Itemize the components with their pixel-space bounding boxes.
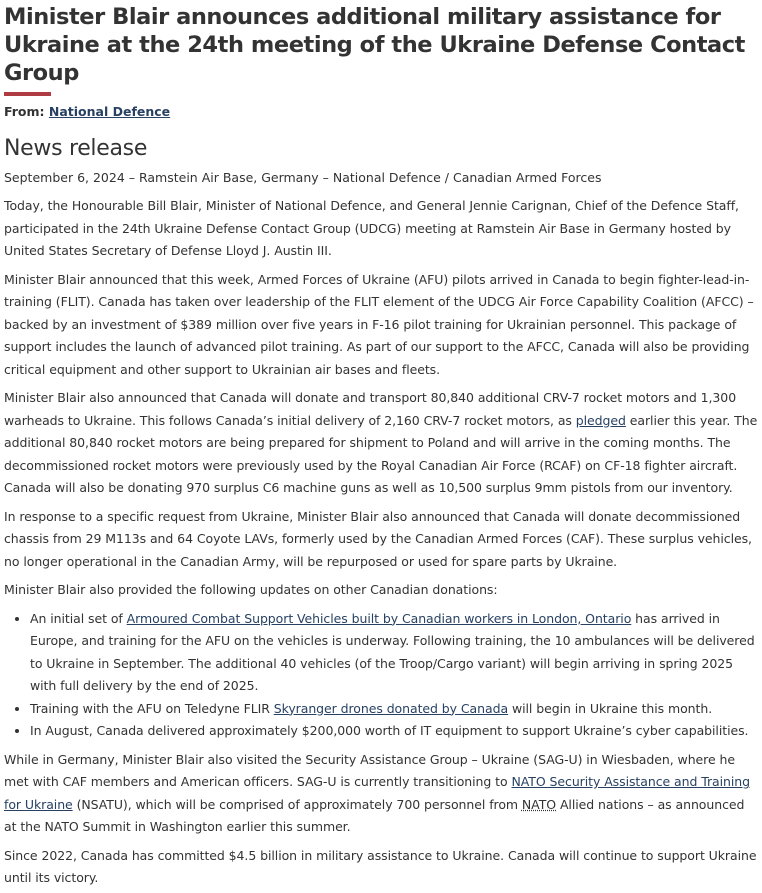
- paragraph-text: earlier this year. The additional 80,840 rocket motors are being prepared for shipment to Poland and will arrive in the coming months. The decommissioned rocket motors were previously used by the Royal Canadian Air Force (RCAF) on CF-18 fighter aircraft. Canada will also be donating 970 surplus C6 machine guns as well as 10,500 surplus 9mm pistols from our inventory.: [4, 412, 758, 495]
- armoured-vehicles-link[interactable]: Armoured Combat Support Vehicles built by Canadian workers in London, Ontario: [126, 610, 632, 626]
- from-label: From:: [4, 104, 45, 119]
- paragraph-rocket-motors: [4, 387, 758, 500]
- skyranger-drones-link[interactable]: Skyranger drones donated by Canada: [273, 700, 509, 716]
- paragraph-updates-intro: Minister Blair also provided the following updates on other Canadian donations:: [4, 582, 498, 597]
- from-line: [4, 103, 758, 120]
- nato-abbreviation[interactable]: NATO: [521, 796, 557, 812]
- nsatu-link[interactable]: NATO Security Assistance and Training for Ukraine: [4, 774, 750, 812]
- paragraph-text: Allied nations – as announced at the NATO Summit in Washington earlier this summer.: [4, 796, 745, 834]
- paragraph-intro: Today, the Honourable Bill Blair, Minister of National Defence, and General Jennie Carignan, Chief of the Defence Staff, participated in the 24th Ukraine Defense Contact Group (UDCG) meeting at Ramstein Air Base in Germany hosted by United States Secretary of Defense Lloyd J. Austin III.: [4, 198, 739, 258]
- paragraph-text: (NSATU), which will be comprised of approximately 700 personnel from: [72, 796, 522, 812]
- paragraph-pilot-training: Minister Blair announced that this week, Armed Forces of Ukraine (AFU) pilots arrived in Canada to begin fighter-lead-in-training (FLIT). Canada has taken over leadership of the FLIT element of the UDCG Air Force Capability Coalition (AFCC) – backed by an investment of $389 million over five years in F-16 pilot training for Ukrainian personnel. This package of support includes the launch of advanced pilot training. As part of our support to the AFCC, Canada will also be providing critical equipment and other support to Ukrainian air bases and fleets.: [4, 271, 754, 377]
- list-item: [30, 608, 758, 698]
- donation-updates-list: [4, 608, 758, 743]
- paragraph-text: While in Germany, Minister Blair also visited the Security Assistance Group – Ukraine (SAG-U) in Wiesbaden, where he met with CAF members and American officers. SAG-U is currently transitioning to: [4, 751, 735, 789]
- list-item: • In August, Canada delivered approximately $200,000 worth of IT equipment to support Ukraine’s cyber capabilities.: [30, 720, 758, 743]
- list-item: [30, 698, 758, 721]
- page-title: Minister Blair announces additional military assistance for Ukraine at the 24th meeting of the Ukraine Defense Contact Group: [4, 4, 745, 86]
- paragraph-sag-u-visit: [4, 749, 758, 839]
- dateline: September 6, 2024 – Ramstein Air Base, Germany – National Defence / Canadian Armed Forces: [4, 170, 602, 185]
- list-item-text: An initial set of: [30, 610, 127, 626]
- national-defence-link[interactable]: National Defence: [48, 104, 171, 119]
- list-item-text: Training with the AFU on Teledyne FLIR: [30, 700, 274, 716]
- pledged-link[interactable]: pledged: [575, 412, 626, 428]
- list-item-text: will begin in Ukraine this month.: [508, 700, 713, 716]
- section-title: News release: [4, 136, 148, 161]
- list-item-text: has arrived in Europe, and training for the AFU on the vehicles is underway. Following training, the 10 ambulances will be delivered to Ukraine in September. The additional 40 vehicles (of the Troop/Cargo variant) will begin arriving in spring 2025 with full delivery by the end of 2025.: [30, 610, 755, 693]
- paragraph-vehicle-chassis: In response to a specific request from Ukraine, Minister Blair also announced that Canada will donate decommissioned chassis from 29 M113s and 64 Coyote LAVs, formerly used by the Canadian Armed Forces (CAF). These surplus vehicles, no longer operational in the Canadian Army, will be repurposed or used for spare parts by Ukraine.: [4, 508, 752, 569]
- paragraph-text: Minister Blair also announced that Canada will donate and transport 80,840 additional CRV-7 rocket motors and 1,300 warheads to Ukraine. This follows Canada’s initial delivery of 2,160 CRV-7 rocket motors, as: [4, 390, 737, 428]
- title-accent-rule: [4, 92, 51, 96]
- paragraph-total-commitment: Since 2022, Canada has committed $4.5 billion in military assistance to Ukraine. Canada will continue to support Ukraine until its victory.: [4, 847, 757, 885]
